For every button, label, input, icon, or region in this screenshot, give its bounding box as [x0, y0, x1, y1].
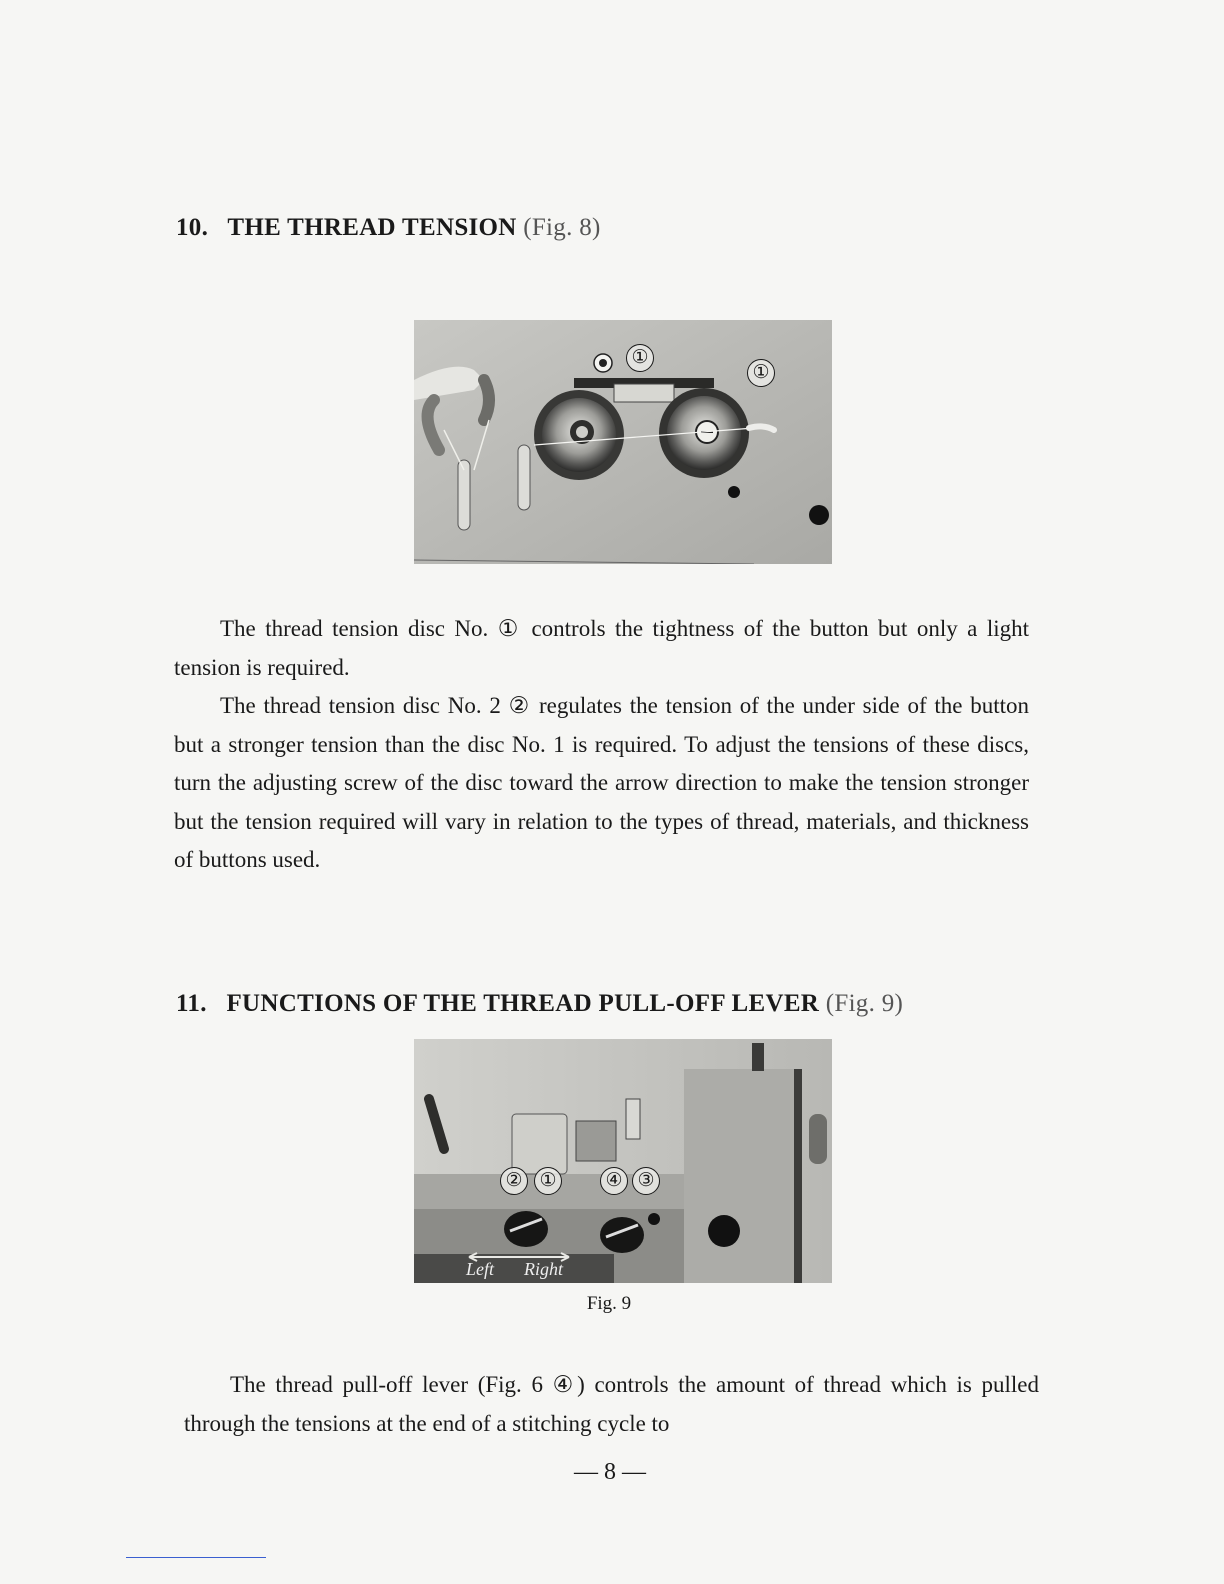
callout-3: ③	[632, 1167, 660, 1195]
section-10-paragraph-1: The thread tension disc No. ① controls the tightness of the button but only a light tension is required.	[174, 616, 1029, 680]
section-10-number: 10.	[176, 214, 209, 241]
section-10-title: THE THREAD TENSION	[227, 214, 517, 241]
section-11-figure-ref: (Fig. 9)	[825, 990, 904, 1017]
callout-4: ④	[600, 1167, 628, 1195]
section-11-number: 11.	[176, 990, 207, 1017]
section-11-paragraph-1: The thread pull-off lever (Fig. 6 ④) controls the amount of thread which is pulled through the tensions at the end of a stitching cycle to	[184, 1372, 1039, 1436]
footer-rule	[126, 1557, 266, 1558]
arrow-label-right: Right	[524, 1259, 563, 1279]
figure-9-photo	[414, 1039, 832, 1283]
pull-off-lever-illustration	[414, 1039, 832, 1283]
figure-8-photo	[414, 320, 832, 564]
section-10-figure-ref: (Fig. 8)	[523, 214, 601, 241]
arrow-label-left: Left	[466, 1259, 495, 1279]
callout-1: ①	[534, 1167, 562, 1195]
figure-9-caption: Fig. 9	[586, 1293, 632, 1314]
section-10-body	[174, 610, 1029, 880]
page-number: — 8 —	[574, 1459, 646, 1485]
section-11-heading	[176, 990, 903, 1018]
callout-1: ①	[747, 359, 775, 387]
callout-2: ②	[500, 1167, 528, 1195]
callout-2: ①	[626, 344, 654, 372]
section-11-title: FUNCTIONS OF THE THREAD PULL-OFF LEVER	[226, 990, 820, 1017]
section-11-body	[184, 1366, 1039, 1443]
thread-tension-illustration	[414, 320, 832, 564]
section-10-heading	[176, 214, 601, 242]
section-10-paragraph-2: The thread tension disc No. 2 ② regulates the tension of the under side of the button but a stronger tension than the disc No. 1 is required. To adjust the tensions of these discs, turn the adjusting screw of the disc toward the arrow direction to make the tension stronger but the tension required will vary in relation to the types of thread, materials, and thickness of buttons used.	[174, 693, 1029, 872]
